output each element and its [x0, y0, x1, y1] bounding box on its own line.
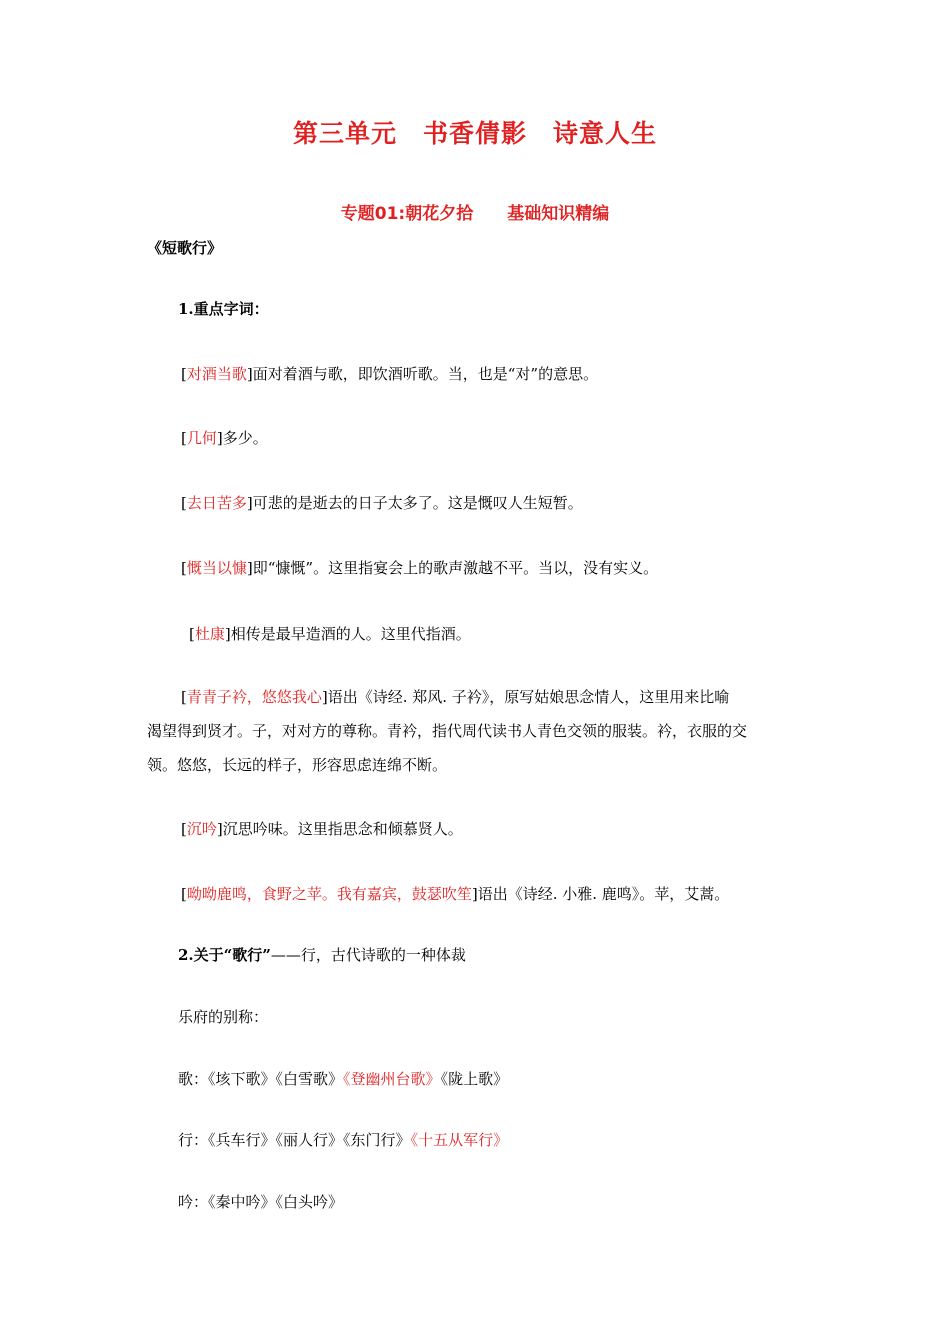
- ge-work: 《垓下歌》: [208, 1070, 276, 1088]
- ge-label: 歌：: [178, 1070, 209, 1088]
- entry-definition: 语出《诗经. 郑风. 子衿》，原写姑娘思念情人，这里用来比喻: [327, 688, 730, 706]
- entry-term: 对酒当歌: [186, 365, 247, 383]
- entry-term: 慨当以慷: [186, 559, 247, 577]
- entry-term: 青青子衿，悠悠我心: [186, 688, 322, 706]
- yin-label: 吟：: [178, 1193, 209, 1211]
- entry-definition: 语出《诗经. 小雅. 鹿鸣》。苹，艾蒿。: [477, 885, 730, 903]
- entry-term: 呦呦鹿鸣，食野之苹。我有嘉宾，鼓瑟吹笙: [186, 885, 472, 903]
- entry-definition: 相传是最早造酒的人。这里代指酒。: [230, 625, 471, 643]
- section-title: 《短歌行》: [147, 239, 223, 257]
- xing-work-highlight: 《十五从军行》: [410, 1131, 509, 1149]
- entry-qingqingzijin-line2: 渴望得到贤才。子，对对方的尊称。青衿，指代周代读书人青色交领的服装。衿，衣服的交: [147, 722, 748, 740]
- entry-term: 杜康: [194, 625, 225, 643]
- heading-key-words: 1.重点字词：: [178, 300, 269, 318]
- xing-line: [178, 1130, 508, 1150]
- entry-kaidangyikang: [慨当以慷]即“慷慨”。这里指宴会上的歌声激越不平。当以，没有实义。: [181, 559, 659, 577]
- topic-subtitle: 专题01:朝花夕拾 基础知识精编: [340, 204, 610, 224]
- xing-work: 《东门行》: [343, 1131, 411, 1149]
- xing-work: 《兵车行》: [208, 1131, 276, 1149]
- heading-gexing-rest: ——行，古代诗歌的一种体裁: [270, 946, 466, 964]
- yuefu-label: 乐府的别称：: [178, 1008, 269, 1026]
- entry-definition: 多少。: [222, 429, 268, 447]
- unit-title: 第三单元 书香倩影 诗意人生: [292, 119, 657, 148]
- yin-work: 《秦中吟》: [208, 1193, 276, 1211]
- entry-jihe: [几何]多少。: [181, 429, 268, 447]
- xing-work: 《丽人行》: [275, 1131, 344, 1149]
- entry-definition: 面对着酒与歌，即饮酒听歌。当，也是“对”的意思。: [252, 365, 599, 383]
- entry-definition: 即“慷慨”。这里指宴会上的歌声激越不平。当以，没有实义。: [252, 559, 659, 577]
- xing-label: 行：: [178, 1131, 209, 1149]
- ge-work: 《白雪歌》: [275, 1070, 344, 1088]
- entry-chenyin: [沉吟]沉思吟味。这里指思念和倾慕贤人。: [181, 820, 463, 838]
- entry-term: 几何: [186, 429, 217, 447]
- entry-term: 沉吟: [186, 820, 217, 838]
- entry-qingqingzijin-line3: 领。悠悠，长远的样子，形容思虑连绵不断。: [147, 756, 448, 774]
- entry-qingqingzijin-line1: [青青子衿，悠悠我心]语出《诗经. 郑风. 子衿》，原写姑娘思念情人，这里用来比喻: [181, 688, 730, 706]
- yin-work: 《白头吟》: [275, 1193, 344, 1211]
- entry-youyouluming: [呦呦鹿鸣，食野之苹。我有嘉宾，鼓瑟吹笙]语出《诗经. 小雅. 鹿鸣》。苹，艾蒿。: [181, 885, 730, 903]
- ge-line: [178, 1069, 508, 1089]
- entry-term: 去日苦多: [186, 494, 247, 512]
- heading-gexing: [178, 945, 466, 965]
- ge-work-highlight: 《登幽州台歌》: [343, 1070, 441, 1088]
- entry-dukang: [杜康]相传是最早造酒的人。这里代指酒。: [189, 625, 471, 643]
- entry-definition: 可悲的是逝去的日子太多了。这是慨叹人生短暂。: [252, 494, 583, 512]
- entry-duijiudangge: [对酒当歌]面对着酒与歌，即饮酒听歌。当，也是“对”的意思。: [181, 365, 599, 383]
- ge-work: 《陇上歌》: [440, 1070, 509, 1088]
- heading-gexing-bold: 2.关于“歌行”: [178, 946, 271, 964]
- entry-quriikuduo: [去日苦多]可悲的是逝去的日子太多了。这是慨叹人生短暂。: [181, 494, 583, 512]
- entry-definition: 沉思吟味。这里指思念和倾慕贤人。: [222, 820, 463, 838]
- yin-line: [178, 1192, 343, 1212]
